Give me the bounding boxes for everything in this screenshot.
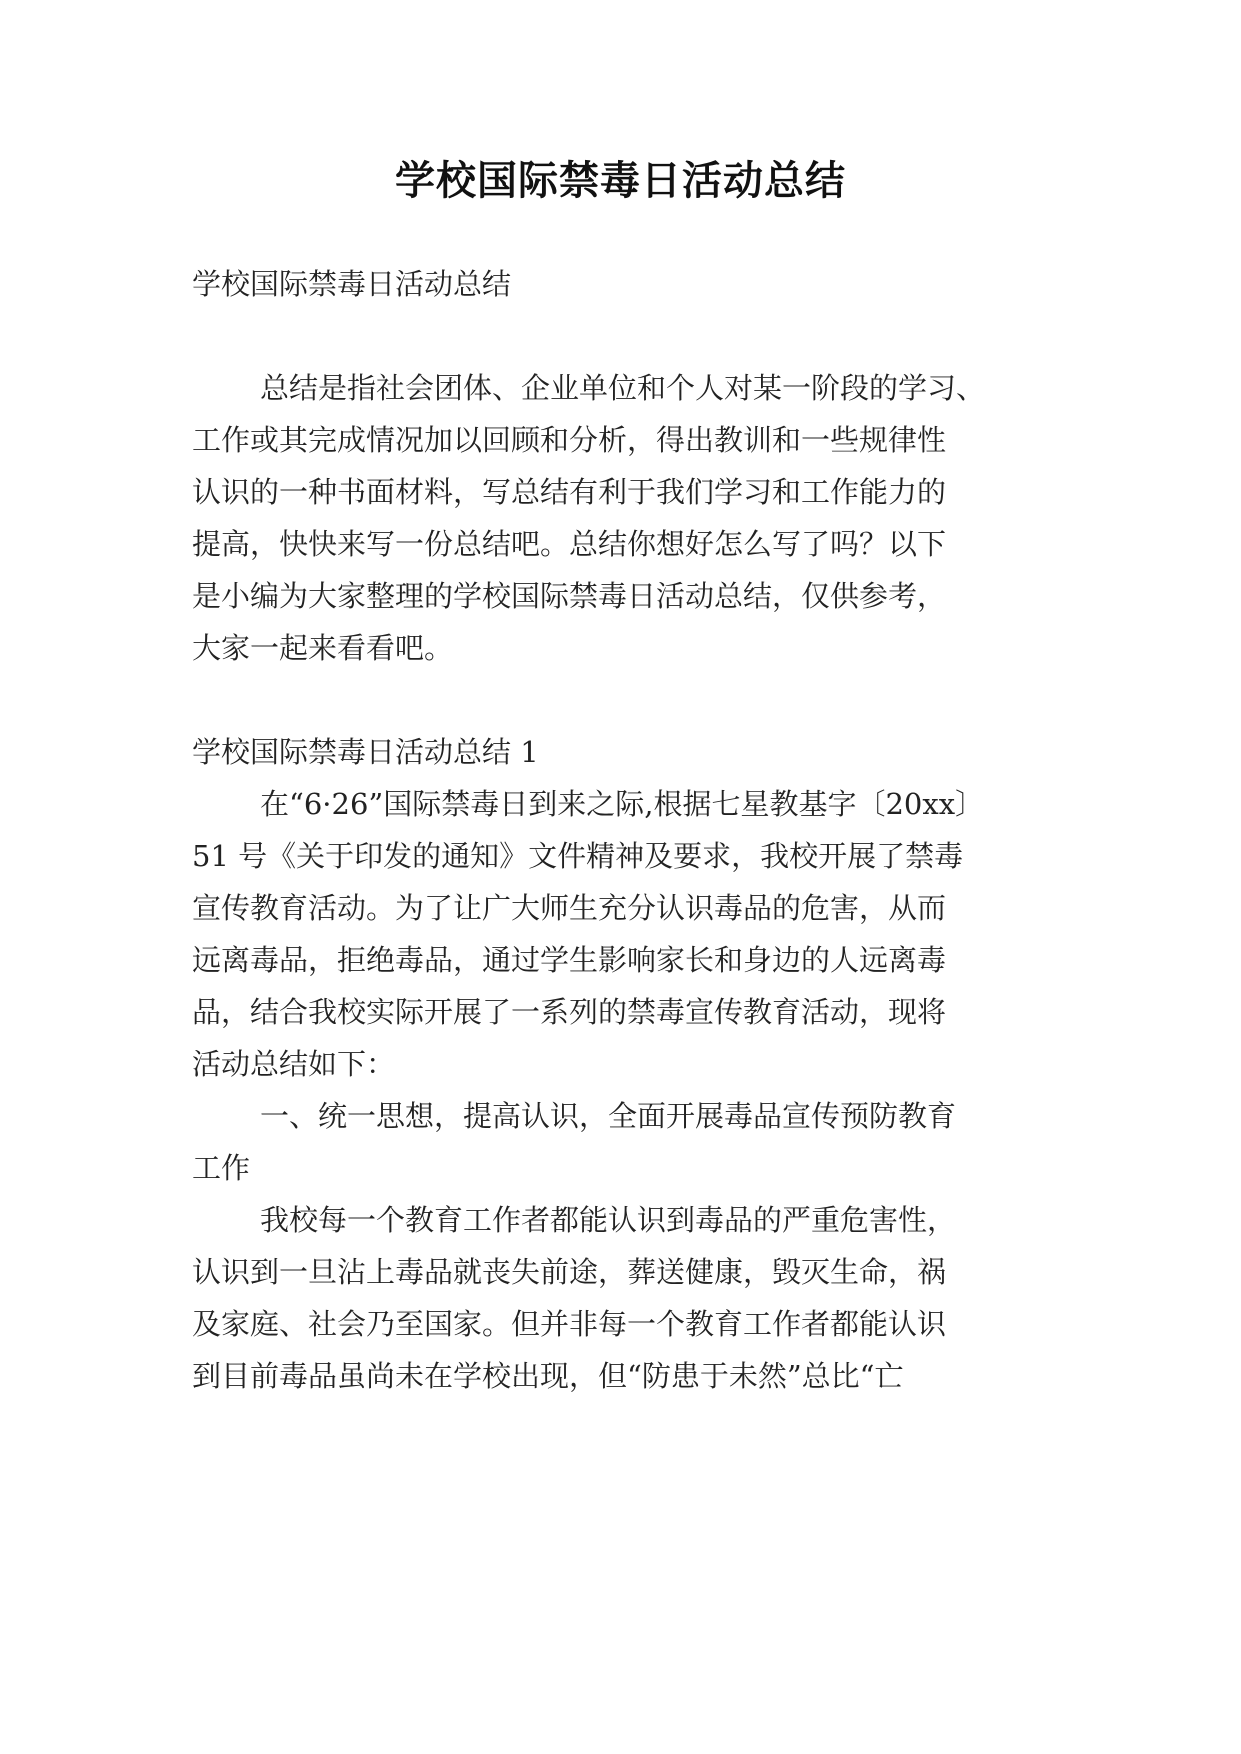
paragraph-line: 品，结合我校实际开展了一系列的禁毒宣传教育活动，现将	[192, 995, 947, 1029]
paragraph-line: 宣传教育活动。为了让广大师生充分认识毒品的危害，从而	[192, 891, 947, 925]
document-title: 学校国际禁毒日活动总结	[395, 157, 846, 204]
paragraph-line: 到目前毒品虽尚未在学校出现，但“防患于未然”总比“亡	[192, 1359, 904, 1393]
paragraph-line: 大家一起来看看吧。	[192, 631, 454, 665]
paragraph-line: 我校每一个教育工作者都能认识到毒品的严重危害性，	[260, 1203, 957, 1237]
paragraph-line: 工作或其完成情况加以回顾和分析，得出教训和一些规律性	[192, 423, 947, 457]
paragraph-line: 活动总结如下：	[192, 1047, 396, 1081]
paragraph-line: 是小编为大家整理的学校国际禁毒日活动总结，仅供参考，	[192, 579, 947, 613]
paragraph-line: 及家庭、社会乃至国家。但并非每一个教育工作者都能认识	[192, 1307, 947, 1341]
paragraph-line: 总结是指社会团体、企业单位和个人对某一阶段的学习、	[260, 371, 986, 405]
paragraph-line: 认识到一旦沾上毒品就丧失前途，葬送健康，毁灭生命，祸	[192, 1255, 947, 1289]
paragraph-line: 51 号《关于印发的通知》文件精神及要求，我校开展了禁毒	[192, 839, 964, 873]
paragraph-line: 在“6·26”国际禁毒日到来之际,根据七星教基字〔20xx〕	[260, 787, 985, 821]
point-heading: 工作	[192, 1151, 251, 1185]
paragraph-line: 认识的一种书面材料，写总结有利于我们学习和工作能力的	[192, 475, 947, 509]
document-subtitle: 学校国际禁毒日活动总结	[192, 267, 512, 301]
section-heading: 学校国际禁毒日活动总结 1	[192, 735, 539, 769]
paragraph-line: 远离毒品，拒绝毒品，通过学生影响家长和身边的人远离毒	[192, 943, 947, 977]
point-heading: 一、统一思想，提高认识，全面开展毒品宣传预防教育	[260, 1099, 957, 1133]
paragraph-line: 提高，快快来写一份总结吧。总结你想好怎么写了吗？以下	[192, 527, 947, 561]
